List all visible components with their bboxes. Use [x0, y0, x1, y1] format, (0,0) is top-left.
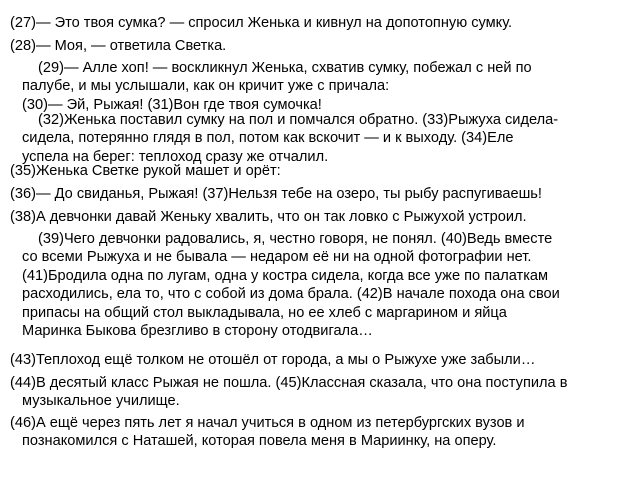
- paragraph-28: [10, 37, 226, 55]
- text-line: (30)— Эй, Рыжая! (31)Вон где твоя сумочка!: [22, 96, 322, 113]
- text-line: (39)Чего девчонки радовались, я, честно говоря, не понял. (40)Ведь вместе: [38, 231, 553, 247]
- text-line: (32)Женька поставил сумку на пол и помчался обратно. (33)Рыжуха сидела-: [38, 112, 559, 128]
- text-line: (41)Бродила одна по лугам, одна у костра сидела, когда все уже по палаткам: [22, 267, 549, 284]
- paragraph-44: [10, 374, 567, 411]
- text-line: (44)В десятый класс Рыжая не пошла. (45)Классная сказала, что она поступила в: [10, 375, 568, 391]
- text-line: (36)— До свиданья, Рыжая! (37)Нельзя тебе на озеро, ты рыбу распугиваешь!: [10, 186, 542, 202]
- text-line: (28)— Моя, — ответила Светка.: [10, 38, 227, 54]
- paragraph-32: [22, 111, 558, 166]
- text-line: палубе, и мы услышали, как он кричит уже с причала:: [22, 78, 390, 95]
- text-line: (35)Женька Светке рукой машет и орёт:: [10, 163, 281, 179]
- text-line: расходились, ела то, что с собой из дома брала. (42)В начале похода она свои: [22, 286, 560, 303]
- paragraph-39: [22, 230, 560, 340]
- text-line: (38)А девчонки давай Женьку хвалить, что он так ловко с Рыжухой устроил.: [10, 209, 527, 225]
- text-line: (46)А ещё через пять лет я начал учиться в одном из петербургских вузов и: [10, 415, 525, 431]
- text-line: Маринка Быкова брезгливо в сторону отодвигала…: [22, 323, 373, 340]
- paragraph-36: [10, 185, 542, 203]
- paragraph-46: [10, 414, 525, 451]
- paragraph-29: [22, 59, 532, 114]
- text-line: (29)— Алле хоп! — воскликнул Женька, схватив сумку, побежал с ней по: [38, 60, 532, 76]
- text-line: познакомился с Наташей, которая повела меня в Мариинку, на оперу.: [22, 433, 497, 450]
- text-line: со всеми Рыжуха и не бывала — недаром её ни на одной фотографии нет.: [22, 249, 532, 266]
- paragraph-38: [10, 208, 527, 226]
- paragraph-35: [10, 162, 281, 180]
- text-line: припасы на общий стол выкладывала, но ее хлеб с маргарином и яйца: [22, 304, 507, 321]
- text-line: (43)Теплоход ещё толком не отошёл от города, а мы о Рыжухе уже забыли…: [10, 352, 536, 368]
- text-line: сидела, потерянно глядя в пол, потом как вскочит — и к выходу. (34)Еле: [22, 130, 514, 147]
- text-line: (27)— Это твоя сумка? — спросил Женька и кивнул на допотопную сумку.: [10, 15, 513, 31]
- text-line: музыкальное училище.: [22, 393, 180, 410]
- paragraph-43: [10, 351, 535, 369]
- text-line: успела на берег: теплоход сразу же отчалил.: [22, 148, 329, 165]
- paragraph-27: [10, 14, 512, 32]
